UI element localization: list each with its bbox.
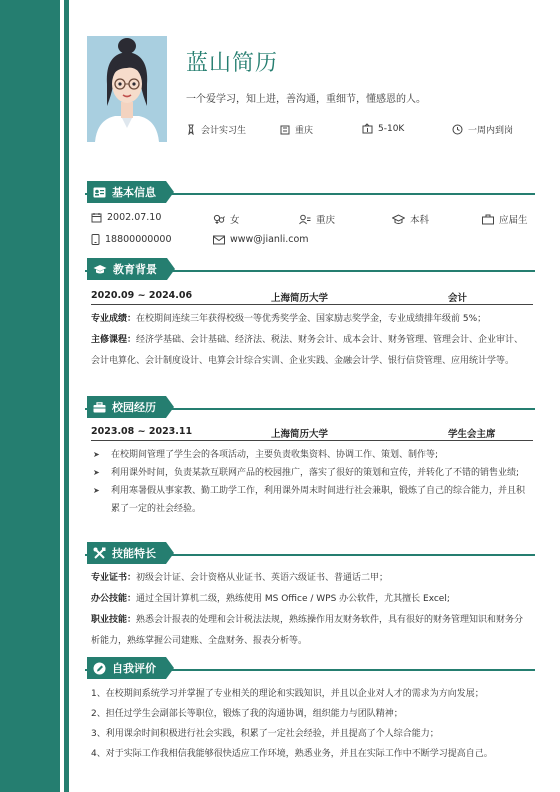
section-title: 自我评价 [112,662,156,675]
info-status-text: 应届生 [499,215,528,226]
campus-row [91,426,531,440]
info-degree [392,212,429,226]
cert-text: 初级会计证、会计资格从业证书、英语六级证书、普通话二甲； [136,573,389,583]
intent-salary-text: 5-10K [378,123,405,134]
campus-period: 2023.08 ~ 2023.11 [91,426,193,437]
job-text: 熟悉会计报表的处理和会计税法法规，熟练操作用友财务软件，具有很好的财务管理知识和财务分析能力，熟练掌握公司建账、全盘财务、报表分析等。 [91,615,524,646]
list-item: 1、在校期间系统学习并掌握了专业相关的理论和实践知识，并且以企业对人才的需求为方向发展； [91,689,484,699]
graduation-cap-icon [93,264,107,275]
intent-city-text: 重庆 [295,126,314,136]
education-row [91,290,531,304]
info-email [213,234,309,245]
resume-name: 蓝山简历 [186,51,279,76]
info-status [482,212,528,226]
info-phone-text: 18800000000 [105,234,172,245]
section-title: 技能特长 [112,547,156,560]
profile-photo [87,36,167,142]
section-self-evaluation [85,657,535,681]
education-period: 2020.09 ~ 2024.06 [91,290,193,301]
intent-position [186,123,246,136]
graduation-cap-icon [392,214,405,225]
section-title: 基本信息 [112,186,156,199]
list-item: ➤ 在校期间管理了学生会的各项活动，主要负责收集资料、协调工作、策划、制作等; [91,446,531,464]
section-title: 教育背景 [113,263,157,276]
briefcase-icon [482,214,494,225]
section-skills [85,542,535,566]
education-grade [91,309,531,330]
job-label: 职业技能： [91,615,137,625]
section-basic-info [85,181,535,205]
info-email-text: www@jianli.com [230,234,309,245]
section-tab [87,396,166,418]
skills-office [91,589,531,610]
info-phone [91,234,172,245]
campus-list [91,446,531,518]
skills-details [91,568,531,652]
intent-city [280,123,313,136]
intent-availability [452,123,513,136]
clock-icon [452,124,463,135]
info-birth [91,212,161,223]
briefcase-icon [93,402,106,413]
grade-label: 专业成绩： [91,314,137,324]
user-icon [299,214,311,225]
calendar-icon [91,212,102,223]
job-icon [186,124,196,135]
info-gender [213,212,240,226]
section-tab [87,542,166,564]
list-item: 4、对于实际工作我相信我能够很快适应工作环境，熟悉业务，并且在实际工作中不断学习提高自己。 [91,749,493,759]
gender-icon [213,214,225,225]
info-hometown-text: 重庆 [316,215,336,226]
intent-availability-text: 一周内到岗 [468,126,514,136]
list-item: ➤ 利用课外时间，负责某款互联网产品的校园推广，落实了很好的策划和宣传，并转化了不错的销售业绩; [91,464,531,482]
phone-icon [91,234,100,245]
resume-motto: 一个爱学习，知上进，善沟通，重细节，懂感恩的人。 [186,94,426,105]
campus-role: 学生会主席 [448,429,496,440]
building-icon [280,124,290,135]
info-hometown [299,212,335,226]
section-tab [87,657,166,679]
section-tab [87,258,167,280]
education-school: 上海简历大学 [271,293,329,304]
info-gender-text: 女 [230,215,240,226]
section-education [85,258,535,282]
section-campus [85,396,535,420]
office-label: 办公技能： [91,594,137,604]
list-item: 2、担任过学生会副部长等职位，锻炼了我的沟通协调，组织能力与团队精神； [91,709,403,719]
tools-icon [93,547,106,560]
grade-text: 在校期间连续三年获得校级一等优秀奖学金、国家励志奖学金，专业成绩排年级前 5%； [136,314,487,324]
education-divider [91,304,533,305]
list-item: 3、利用课余时间积极进行社会实践，积累了一定社会经验，并且提高了个人综合能力； [91,729,439,739]
left-thin-stripe [64,0,69,792]
campus-divider [91,440,533,441]
id-card-icon [93,187,106,198]
skills-job [91,610,531,652]
education-major: 会计 [448,293,468,304]
skills-cert [91,568,531,589]
education-details [91,309,531,372]
education-courses [91,330,531,372]
wallet-icon [362,123,373,134]
campus-school: 上海简历大学 [271,429,329,440]
course-label: 主修课程： [91,335,137,345]
info-degree-text: 本科 [410,215,430,226]
section-tab [87,181,166,203]
pencil-icon [93,662,106,675]
left-accent-stripe [0,0,60,792]
section-title: 校园经历 [112,401,156,414]
intent-salary [362,123,404,134]
list-item: ➤ 利用寒暑假从事家教、勤工助学工作，利用课外周末时间进行社会兼职，锻炼了自己的综合能力，并且积累了一定的社会经验。 [91,482,531,518]
course-text: 经济学基础、会计基础、经济法、税法、财务会计、成本会计、财务管理、管理会计、企业审计、会计电算化、会计制度设计、电算会计综合实训、企业实践、金融会计学、银行信贷管理、应用统计学等。 [91,335,524,366]
info-birth-text: 2002.07.10 [107,212,162,223]
cert-label: 专业证书： [91,573,137,583]
office-text: 通过全国计算机二级，熟练使用 MS Office / WPS 办公软件，尤其擅长 Excel; [136,594,450,604]
intent-position-text: 会计实习生 [201,126,247,136]
self-evaluation-list [91,684,537,764]
mail-icon [213,235,225,245]
